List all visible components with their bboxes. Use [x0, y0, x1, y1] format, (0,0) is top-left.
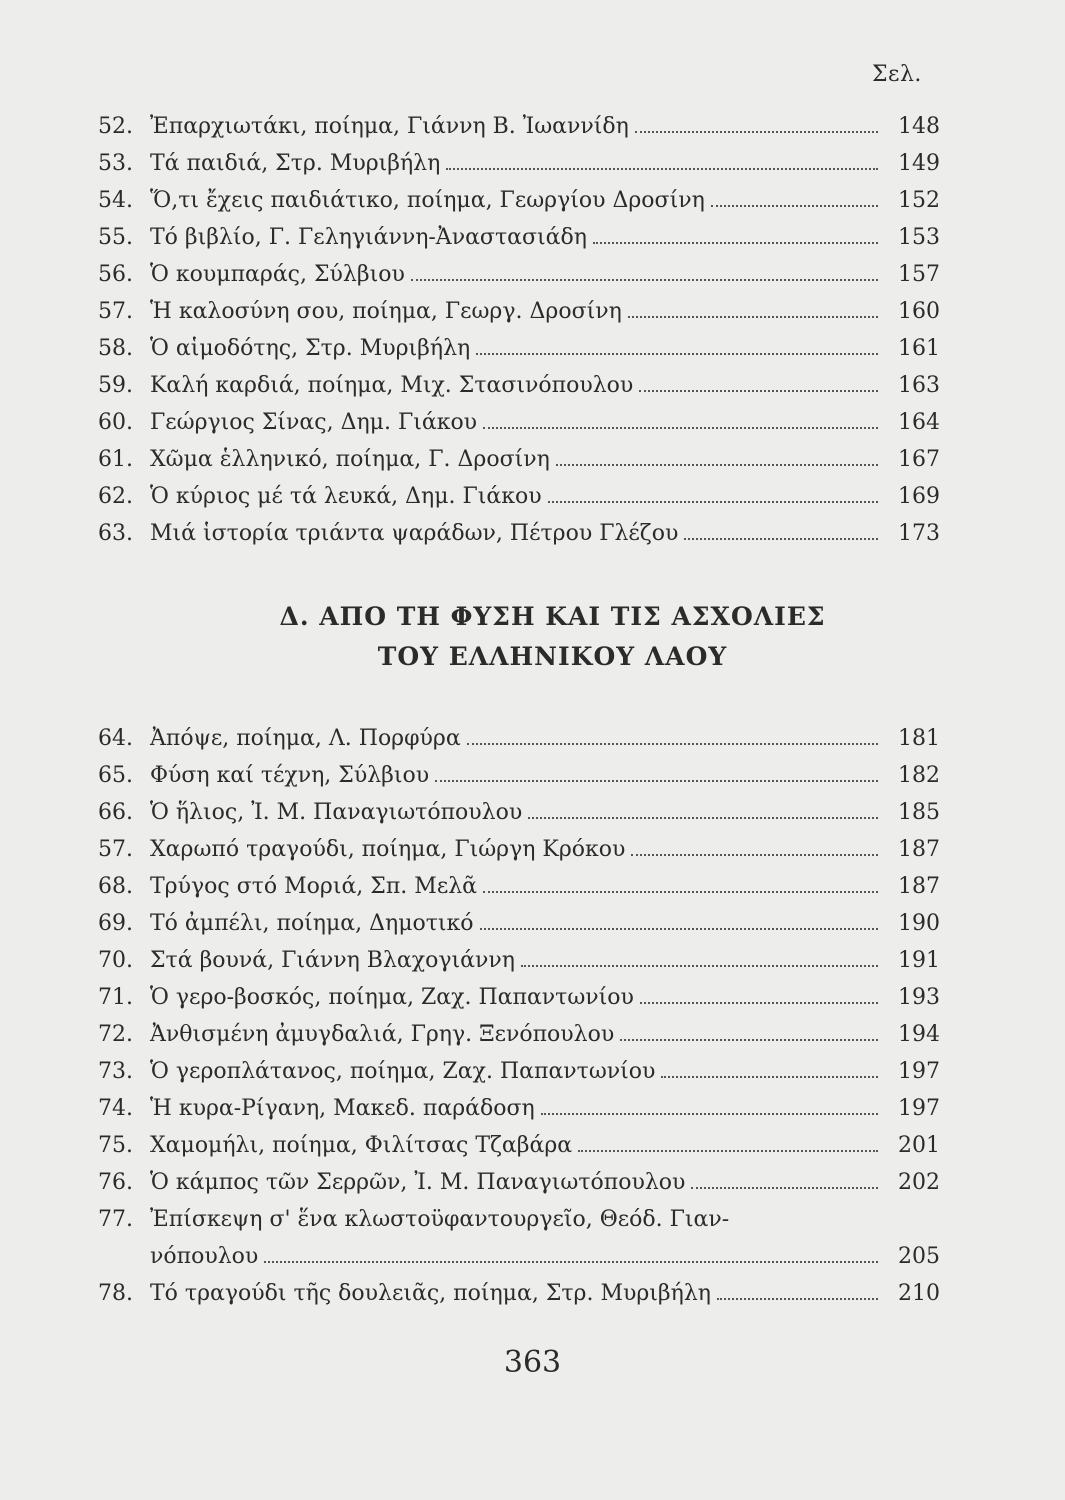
dot-leader	[476, 353, 878, 355]
entry-number: 55.	[98, 225, 133, 250]
dot-leader	[620, 1039, 878, 1041]
toc-entry	[98, 1127, 940, 1164]
entry-number: 57.	[98, 299, 133, 324]
entry-page-number: 152	[898, 188, 940, 213]
dot-leader	[264, 1261, 878, 1263]
toc-entry	[98, 1090, 940, 1127]
entry-title: Ὁ κύριος μέ τά λευκά, Δημ. Γιάκου	[150, 484, 542, 509]
entry-title: Τό βιβλίο, Γ. Γεληγιάννη-Ἀναστασιάδη	[150, 225, 587, 250]
entry-page-number: 163	[898, 373, 940, 398]
entry-title: Στά βουνά, Γιάννη Βλαχογιάννη	[150, 948, 515, 973]
entry-number: 72.	[98, 1022, 133, 1047]
entry-title: Ἡ καλοσύνη σου, ποίημα, Γεωργ. Δροσίνη	[150, 299, 622, 324]
entry-title: Ἀπόψε, ποίημα, Λ. Πορφύρα	[150, 726, 461, 751]
page-column-label: Σελ.	[872, 62, 922, 87]
entry-page-number: 167	[898, 447, 940, 472]
dot-leader	[483, 891, 878, 893]
entry-title: Ὁ γεροπλάτανος, ποίημα, Ζαχ. Παπαντωνίου	[150, 1059, 656, 1084]
toc-entry	[98, 720, 940, 757]
entry-number: 53.	[98, 151, 133, 176]
toc-entry	[98, 219, 940, 256]
entry-number: 66.	[98, 800, 133, 825]
dot-leader	[684, 538, 878, 540]
toc-entry	[98, 1016, 940, 1053]
entry-page-number: 194	[898, 1022, 940, 1047]
toc-entry	[98, 256, 940, 293]
toc-entry	[98, 1201, 940, 1238]
toc-entry	[98, 441, 940, 478]
dot-leader	[628, 316, 878, 318]
entry-number: 52.	[98, 114, 133, 139]
section-heading-line2: ΤΟΥ ΕΛΛΗΝΙΚΟΥ ΛΑΟΥ	[377, 642, 728, 671]
dot-leader	[446, 168, 878, 170]
dot-leader	[483, 427, 878, 429]
dot-leader	[521, 965, 878, 967]
entry-title: Ὅ,τι ἔχεις παιδιάτικο, ποίημα, Γεωργίου Δροσίνη	[150, 188, 705, 213]
dot-leader	[691, 1187, 878, 1189]
toc-entry	[98, 1238, 940, 1275]
entry-page-number: 191	[898, 948, 940, 973]
toc-entry	[98, 1275, 940, 1312]
entry-number: 56.	[98, 262, 133, 287]
toc-entry	[98, 108, 940, 145]
entry-page-number: 197	[898, 1059, 940, 1084]
entry-number: 74.	[98, 1096, 133, 1121]
entry-page-number: 148	[898, 114, 940, 139]
entry-number: 73.	[98, 1059, 133, 1084]
dot-leader	[635, 131, 878, 133]
dot-leader	[639, 390, 878, 392]
entry-number: 62.	[98, 484, 133, 509]
entry-page-number: 153	[898, 225, 940, 250]
toc-entry	[98, 145, 940, 182]
entry-number: 77.	[98, 1207, 133, 1232]
dot-leader	[578, 1150, 878, 1152]
dot-leader	[528, 817, 878, 819]
entry-number: 78.	[98, 1281, 133, 1306]
entry-page-number: 210	[898, 1281, 940, 1306]
entry-number: 58.	[98, 336, 133, 361]
dot-leader	[711, 205, 878, 207]
entry-title: Τό ἀμπέλι, ποίημα, Δημοτικό	[150, 911, 474, 936]
entry-title: Ὁ αἱμοδότης, Στρ. Μυριβήλη	[150, 336, 471, 361]
entry-number: 60.	[98, 410, 133, 435]
entry-number: 63.	[98, 521, 133, 546]
entry-title: Καλή καρδιά, ποίημα, Μιχ. Στασινόπουλου	[150, 373, 634, 398]
entry-title: Χαμομήλι, ποίημα, Φιλίτσας Τζαβάρα	[150, 1133, 573, 1158]
toc-list-section-c	[98, 108, 940, 552]
dot-leader	[541, 1113, 878, 1115]
dot-leader	[593, 242, 878, 244]
toc-entry	[98, 794, 940, 831]
dot-leader	[661, 1076, 878, 1078]
entry-number: 71.	[98, 985, 133, 1010]
entry-page-number: 182	[898, 763, 940, 788]
page-number: 363	[503, 1345, 562, 1380]
entry-number: 70.	[98, 948, 133, 973]
toc-entry	[98, 293, 940, 330]
entry-page-number: 149	[898, 151, 940, 176]
entry-number: 65.	[98, 763, 133, 788]
toc-entry	[98, 831, 940, 868]
dot-leader	[640, 1002, 878, 1004]
toc-entry	[98, 1164, 940, 1201]
entry-title: Ἐπαρχιωτάκι, ποίημα, Γιάννη Β. Ἰωαννίδη	[150, 114, 629, 139]
entry-page-number: 185	[898, 800, 940, 825]
entry-page-number: 187	[898, 874, 940, 899]
entry-page-number: 157	[898, 262, 940, 287]
entry-title: Ἡ κυρα-Ρίγανη, Μακεδ. παράδοση	[150, 1096, 535, 1121]
entry-number: 75.	[98, 1133, 133, 1158]
toc-entry	[98, 367, 940, 404]
entry-number: 54.	[98, 188, 133, 213]
entry-number: 59.	[98, 373, 133, 398]
toc-entry	[98, 757, 940, 794]
entry-page-number: 193	[898, 985, 940, 1010]
toc-entry	[98, 942, 940, 979]
entry-page-number: 181	[898, 726, 940, 751]
entry-title: Φύση καί τέχνη, Σύλβιου	[150, 763, 430, 788]
entry-number: 61.	[98, 447, 133, 472]
toc-entry	[98, 404, 940, 441]
entry-title: Τά παιδιά, Στρ. Μυριβήλη	[150, 151, 441, 176]
dot-leader	[411, 279, 878, 281]
toc-entry	[98, 868, 940, 905]
dot-leader	[480, 928, 878, 930]
entry-number: 57.	[98, 837, 133, 862]
dot-leader	[631, 854, 878, 856]
dot-leader	[467, 743, 878, 745]
entry-page-number: 187	[898, 837, 940, 862]
entry-title: Χαρωπό τραγούδι, ποίημα, Γιώργη Κρόκου	[150, 837, 626, 862]
entry-page-number: 173	[898, 521, 940, 546]
entry-title: Ὁ γερο-βοσκός, ποίημα, Ζαχ. Παπαντωνίου	[150, 985, 634, 1010]
entry-number: 69.	[98, 911, 133, 936]
dot-leader	[556, 464, 878, 466]
entry-page-number: 190	[898, 911, 940, 936]
toc-entry	[98, 330, 940, 367]
entry-page-number: 201	[898, 1133, 940, 1158]
toc-entry	[98, 478, 940, 515]
section-heading-line1: Δ. ΑΠΟ ΤΗ ΦΥΣΗ ΚΑΙ ΤΙΣ ΑΣΧΟΛΙΕΣ	[279, 602, 826, 631]
entry-title: Μιά ἱστορία τριάντα ψαράδων, Πέτρου Γλέζου	[150, 521, 679, 546]
entry-title: Τό τραγούδι τῆς δουλειᾶς, ποίημα, Στρ. Μυριβήλη	[150, 1281, 711, 1306]
entry-title: νόπουλου	[150, 1244, 259, 1269]
entry-page-number: 205	[898, 1244, 940, 1269]
toc-entry	[98, 182, 940, 219]
entry-page-number: 202	[898, 1170, 940, 1195]
entry-title: Ὁ κουμπαράς, Σύλβιου	[150, 262, 405, 287]
entry-title: Τρύγος στό Μοριά, Σπ. Μελᾶ	[150, 874, 478, 899]
entry-page-number: 164	[898, 410, 940, 435]
entry-title: Ὁ ἥλιος, Ἰ. Μ. Παναγιωτόπουλου	[150, 800, 523, 825]
entry-page-number: 169	[898, 484, 940, 509]
toc-list-section-d	[98, 720, 940, 1312]
entry-page-number: 161	[898, 336, 940, 361]
entry-page-number: 197	[898, 1096, 940, 1121]
toc-entry	[98, 905, 940, 942]
entry-title: Ἐπίσκεψη σ' ἕνα κλωστοϋφαντουργεῖο, Θεόδ. Γιαν-	[150, 1207, 730, 1232]
entry-number: 76.	[98, 1170, 133, 1195]
dot-leader	[548, 501, 878, 503]
entry-title: Γεώργιος Σίνας, Δημ. Γιάκου	[150, 410, 478, 435]
dot-leader	[717, 1298, 878, 1300]
entry-title: Ἀνθισμένη ἀμυγδαλιά, Γρηγ. Ξενόπουλου	[150, 1022, 615, 1047]
entry-title: Χῶμα ἑλληνικό, ποίημα, Γ. Δροσίνη	[150, 447, 550, 472]
entry-page-number: 160	[898, 299, 940, 324]
entry-number: 64.	[98, 726, 133, 751]
entry-title: Ὁ κάμπος τῶν Σερρῶν, Ἰ. Μ. Παναγιωτόπουλου	[150, 1170, 686, 1195]
dot-leader	[435, 780, 878, 782]
toc-entry	[98, 1053, 940, 1090]
toc-entry	[98, 979, 940, 1016]
entry-number: 68.	[98, 874, 133, 899]
toc-entry	[98, 515, 940, 552]
